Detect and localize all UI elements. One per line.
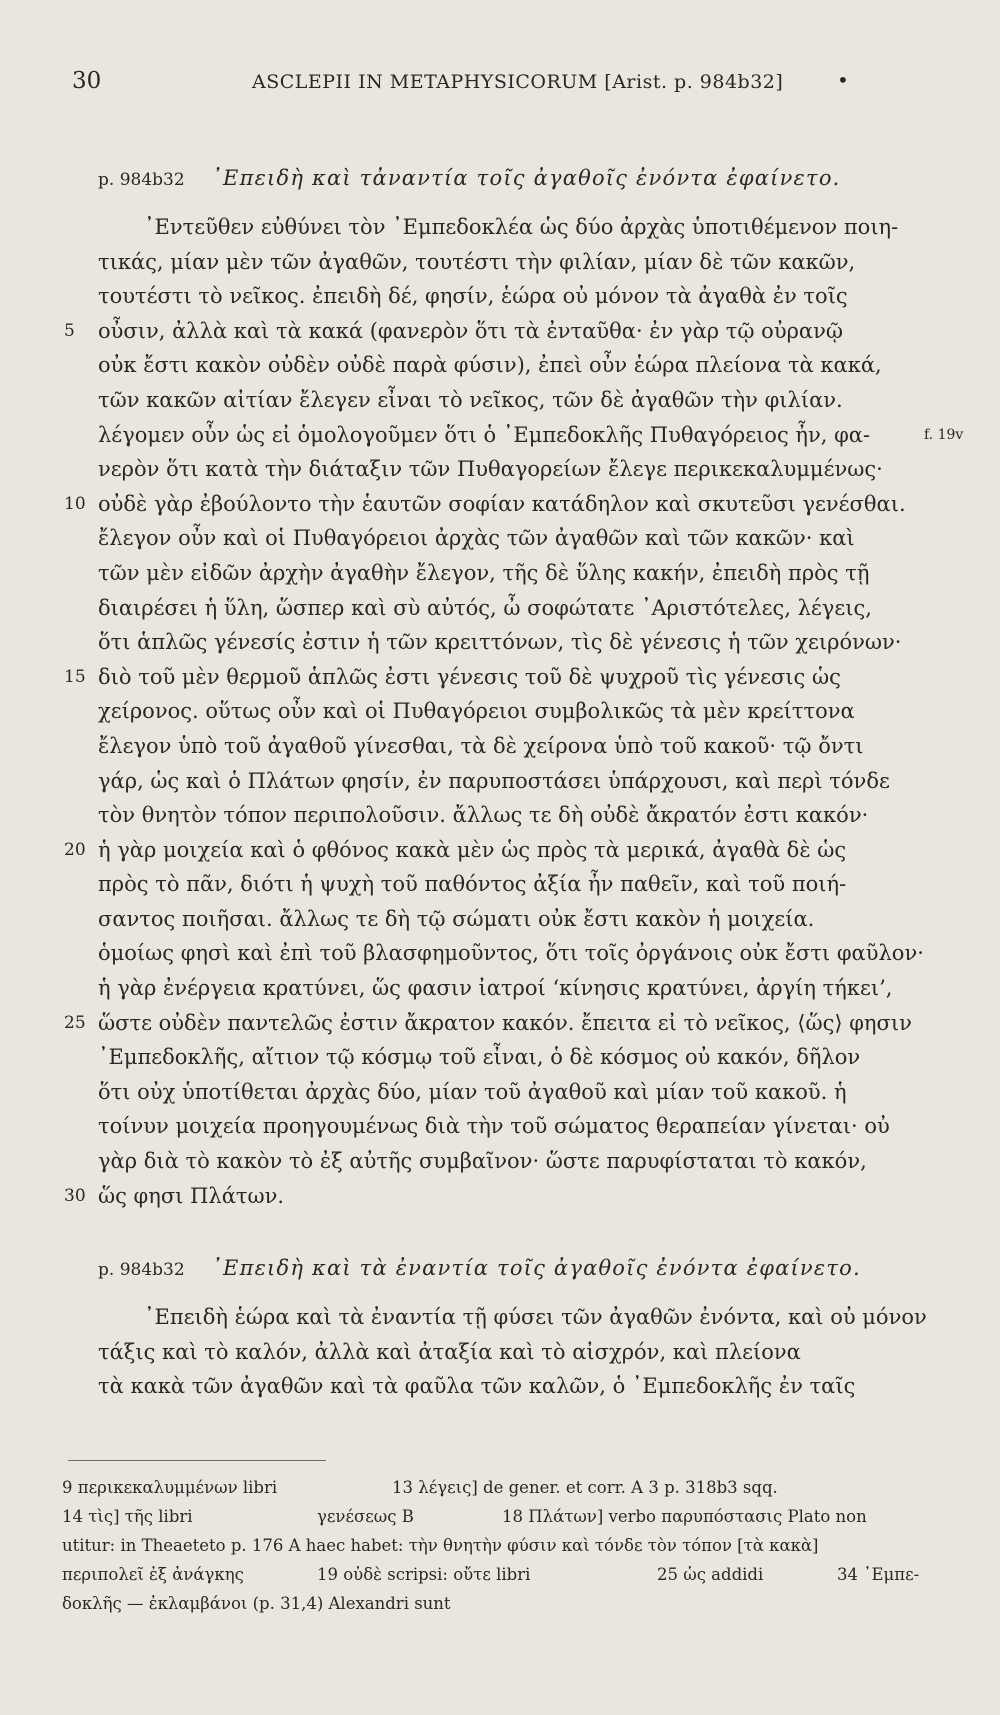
line-number: 20 [64,839,86,860]
footnote-entry: 9 περικεκαλυμμένων libri [62,1478,278,1497]
text-line [98,971,928,1006]
text-line [64,833,928,868]
footnotes [62,1473,962,1618]
page-number: 30 [72,68,102,94]
text-line [98,1040,928,1075]
line-text: τὸν θνητὸν τόπον περιπολοῦσιν. ἄλλως τε δὴ οὐδὲ ἄκρατόν ἐστι κακόν· [98,803,869,828]
footnote-separator [68,1460,326,1461]
line-text: γὰρ διὰ τὸ κακὸν τὸ ἐξ αὐτῆς συμβαῖνον· ὥστε παρυφίσταται τὸ κακόν, [98,1149,867,1174]
line-text: ᾿Επειδὴ ἑώρα καὶ τὰ ἐναντία τῇ φύσει τῶν ἀγαθῶν ἐνόντα, καὶ οὐ μόνον [144,1305,927,1329]
line-text: τῶν κακῶν αἰτίαν ἔλεγεν εἶναι τὸ νεῖκος, τῶν δὲ ἀγαθῶν τὴν φιλίαν. [98,387,843,412]
text-line [98,1369,928,1404]
line-text: λέγομεν οὖν ὡς εἰ ὁμολογοῦμεν ὅτι ὁ ᾿Εμπεδοκλῆς Πυθαγόρειος ἦν, φα- [98,422,871,447]
text-line [98,625,928,660]
text-line [98,902,928,937]
line-text: οὖσιν, ἀλλὰ καὶ τὰ κακά (φανερὸν ὅτι τὰ ἐνταῦθα· ἐν γὰρ τῷ οὐρανῷ [98,318,844,343]
footnote-line [62,1531,962,1560]
line-text: χείρονος. οὕτως οὖν καὶ οἱ Πυθαγόρειοι συμβολικῶς τὰ μὲν κρείττονα [98,699,855,724]
line-number: 10 [64,493,86,514]
text-line [64,1006,928,1041]
text-line [98,521,928,556]
footnote-entry: δοκλῆς — ἐκλαμβάνοι (p. 31,4) Alexandri sunt [62,1594,451,1613]
line-text: ᾿Εμπεδοκλῆς, αἴτιον τῷ κόσμῳ τοῦ εἶναι, ὁ δὲ κόσμος οὐ κακόν, δῆλον [98,1045,861,1070]
line-text: ᾿Εντεῦθεν εὐθύνει τὸν ᾿Εμπεδοκλέα ὡς δύο ἀρχὰς ὑποτιθέμενον ποιη- [144,215,899,239]
lemma-text: ᾿Επειδὴ καὶ τἀναντία τοῖς ἀγαθοῖς ἐνόντα ἐφαίνετο. [211,166,841,190]
text-line [98,694,928,729]
footnote-entry: 14 τὶς] τῆς libri [62,1507,193,1526]
text-line [98,452,928,487]
text-line [64,314,928,349]
header-dot: • [837,68,849,92]
text-line [98,418,964,453]
lemma-1 [98,166,841,190]
line-text: νερὸν ὅτι κατὰ τὴν διάταξιν τῶν Πυθαγορείων ἔλεγε περικεκαλυμμένως· [98,457,883,482]
footnote-line [62,1589,962,1618]
text-line [64,1179,928,1214]
lemma-ref: p. 984b32 [98,1260,185,1280]
line-text: ὥς φησι Πλάτων. [98,1183,285,1208]
line-text: τῶν μὲν εἰδῶν ἀρχὴν ἀγαθὴν ἔλεγον, τῆς δὲ ὕλης κακήν, ἐπειδὴ πρὸς τῇ [98,560,870,585]
line-text: διὸ τοῦ μὲν θερμοῦ ἁπλῶς ἐστι γένεσις τοῦ δὲ ψυχροῦ τὶς γένεσις ὡς [98,664,841,689]
running-title: ASCLEPII IN METAPHYSICORUM [Arist. p. 984b32] [252,71,784,93]
text-line [64,660,928,695]
folio-margin-note: f. 19v [924,426,964,443]
line-text: ἡ γὰρ μοιχεία καὶ ὁ φθόνος κακὰ μὲν ὡς πρὸς τὰ μερικά, ἀγαθὰ δὲ ὡς [98,837,847,862]
text-line [98,1109,928,1144]
text-line [98,798,928,833]
lemma-ref: p. 984b32 [98,170,185,190]
line-text: τάξις καὶ τὸ καλόν, ἀλλὰ καὶ ἀταξία καὶ τὸ αἰσχρόν, καὶ πλείονα [98,1339,801,1364]
line-number: 30 [64,1185,86,1206]
text-line [98,1335,928,1370]
text-line [98,729,928,764]
footnote-entry: 18 Πλάτων] verbo παρυπόστασις Plato non [502,1507,867,1526]
footnote-line [62,1560,962,1589]
text-line [98,1144,928,1179]
page-header [72,68,952,98]
text-line [98,245,928,280]
footnote-entry: utitur: in Theaeteto p. 176 A haec habet: τὴν θνητὴν φύσιν καὶ τόνδε τὸν τόπον [τὰ κακὰ] [62,1536,819,1555]
text-line [98,383,928,418]
line-text: πρὸς τὸ πᾶν, διότι ἡ ψυχὴ τοῦ παθόντος ἀξία ἦν παθεῖν, καὶ τοῦ ποιή- [98,872,847,897]
line-number: 5 [64,320,75,341]
text-line [98,556,928,591]
footnote-entry: περιπολεῖ ἐξ ἀνάγκης [62,1565,244,1584]
footnote-entry: 25 ὡς addidi [657,1565,764,1584]
line-text: ἔλεγον οὖν καὶ οἱ Πυθαγόρειοι ἀρχὰς τῶν ἀγαθῶν καὶ τῶν κακῶν· καὶ [98,526,855,551]
commentary-body-1 [64,210,964,1213]
line-text: τὰ κακὰ τῶν ἀγαθῶν καὶ τὰ φαῦλα τῶν καλῶν, ὁ ᾿Εμπεδοκλῆς ἐν ταῖς [98,1374,856,1399]
line-text: ὅτι οὐχ ὑποτίθεται ἀρχὰς δύο, μίαν τοῦ ἀγαθοῦ καὶ μίαν τοῦ κακοῦ. ἡ [98,1079,847,1104]
footnote-entry: 13 λέγεις] de gener. et corr. A 3 p. 318b3 sqq. [392,1478,778,1497]
lemma-text: ᾿Επειδὴ καὶ τὰ ἐναντία τοῖς ἀγαθοῖς ἐνόντα ἐφαίνετο. [211,1256,861,1280]
footnote-entry: 19 οὐδὲ scripsi: οὔτε libri [317,1565,531,1584]
text-line [98,1075,928,1110]
text-line [98,210,928,245]
lemma-2 [98,1256,861,1280]
line-text: ἡ γὰρ ἐνέργεια κρατύνει, ὥς φασιν ἰατροί ‘κίνησις κρατύνει, ἀργίη τήκει’, [98,976,893,1001]
line-text: οὐκ ἔστι κακὸν οὐδὲν οὐδὲ παρὰ φύσιν), ἐπεὶ οὖν ἑώρα πλείονα τὰ κακά, [98,353,882,378]
footnote-line [62,1502,962,1531]
text-line [98,936,928,971]
footnote-entry: 34 ᾿Εμπε- [837,1565,920,1584]
text-line [98,279,928,314]
line-number: 15 [64,666,86,687]
text-line [64,487,928,522]
line-text: γάρ, ὡς καὶ ὁ Πλάτων φησίν, ἐν παρυποστάσει ὑπάρχουσι, καὶ περὶ τόνδε [98,768,890,793]
line-text: τουτέστι τὸ νεῖκος. ἐπειδὴ δέ, φησίν, ἑώρα οὐ μόνον τὰ ἀγαθὰ ἐν τοῖς [98,284,848,309]
text-line [98,591,928,626]
line-text: ὁμοίως φησὶ καὶ ἐπὶ τοῦ βλασφημοῦντος, ὅτι τοῖς ὀργάνοις οὐκ ἔστι φαῦλον· [98,941,924,966]
text-line [98,348,928,383]
line-text: τικάς, μίαν μὲν τῶν ἀγαθῶν, τουτέστι τὴν φιλίαν, μίαν δὲ τῶν κακῶν, [98,249,856,274]
footnote-line [62,1473,962,1502]
line-number: 25 [64,1012,86,1033]
line-text: ὥστε οὐδὲν παντελῶς ἐστιν ἄκρατον κακόν. ἔπειτα εἰ τὸ νεῖκος, ⟨ὥς⟩ φησιν [98,1010,912,1035]
footnote-entry: γενέσεως B [317,1507,414,1526]
line-text: διαιρέσει ἡ ὕλη, ὥσπερ καὶ σὺ αὐτός, ὦ σοφώτατε ᾿Αριστότελες, λέγεις, [98,595,872,620]
line-text: τοίνυν μοιχεία προηγουμένως διὰ τὴν τοῦ σώματος θεραπείαν γίνεται· οὐ [98,1114,890,1139]
line-text: σαντος ποιῆσαι. ἄλλως τε δὴ τῷ σώματι οὐκ ἔστι κακὸν ἡ μοιχεία. [98,906,815,931]
line-text: ἔλεγον ὑπὸ τοῦ ἀγαθοῦ γίνεσθαι, τὰ δὲ χείρονα ὑπὸ τοῦ κακοῦ· τῷ ὄντι [98,733,864,758]
commentary-body-2 [98,1300,928,1404]
line-text: οὐδὲ γὰρ ἐβούλοντο τὴν ἑαυτῶν σοφίαν κατάδηλον καὶ σκυτεῦσι γενέσθαι. [98,491,906,516]
text-line [98,764,928,799]
text-line [98,1300,928,1335]
line-text: ὅτι ἁπλῶς γένεσίς ἐστιν ἡ τῶν κρειττόνων, τὶς δὲ γένεσις ἡ τῶν χειρόνων· [98,630,902,655]
text-line [98,867,928,902]
